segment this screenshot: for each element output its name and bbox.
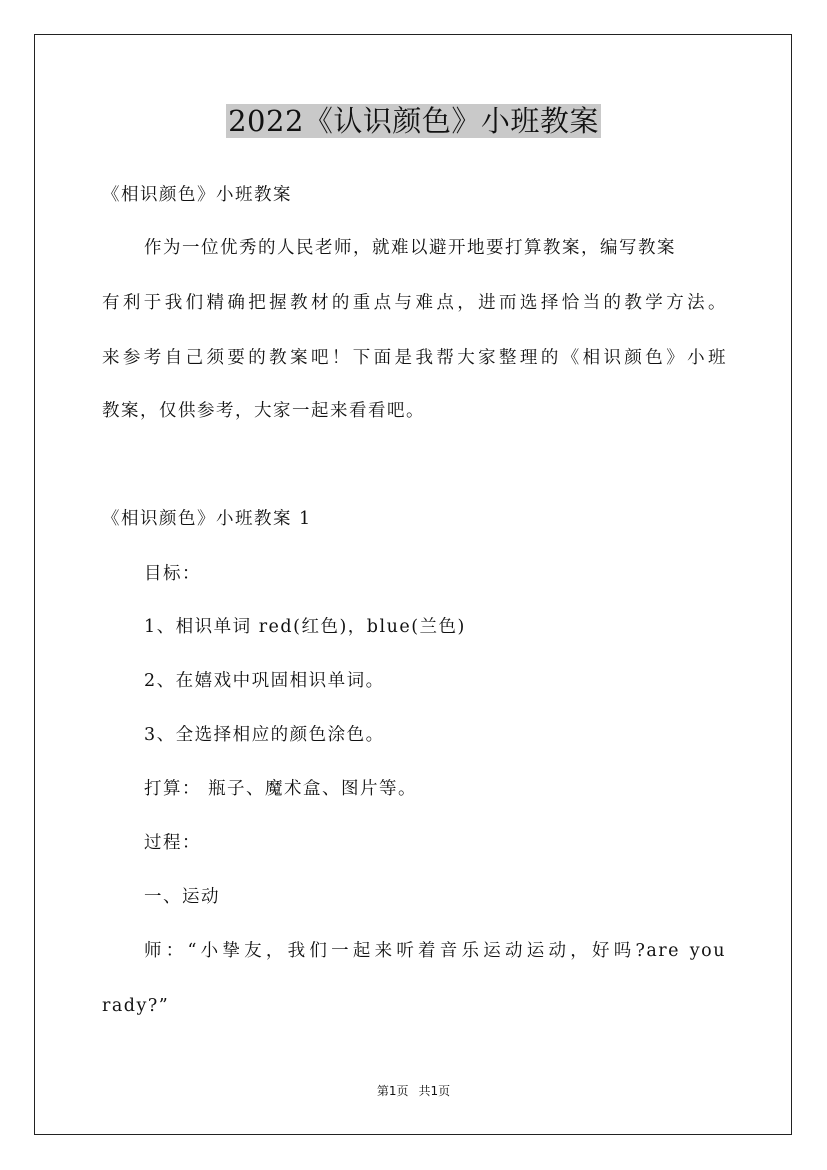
- document-title-text: 2022《认识颜色》小班教案: [228, 104, 599, 138]
- goal-item-2: 2、在嬉戏中巩固相识单词。: [144, 671, 385, 691]
- goal-item-3: 3、全选择相应的颜色涂色。: [144, 725, 385, 745]
- section-heading: 《相识颜色》小班教案 1: [102, 509, 312, 529]
- document-title: [0, 100, 827, 142]
- intro-line-4: 教案，仅供参考，大家一起来看看吧。: [102, 401, 425, 421]
- dialogue-line-2: rady?”: [102, 996, 170, 1016]
- goal-item-1: 1、相识单词 red(红色)，blue(兰色): [144, 617, 466, 637]
- intro-line-3: 来参考自己须要的教案吧！下面是我帮大家整理的《相识颜色》小班: [102, 348, 727, 368]
- goal-label: 目标：: [144, 564, 201, 584]
- process-label: 过程：: [144, 833, 201, 853]
- step-one-heading: 一、运动: [144, 887, 220, 907]
- preparation-line: 打算： 瓶子、魔术盒、图片等。: [144, 779, 418, 799]
- intro-line-2: 有利于我们精确把握教材的重点与难点，进而选择恰当的教学方法。: [102, 293, 727, 313]
- dialogue-line-1: 师：“小挚友，我们一起来听着音乐运动运动，好吗?are you: [144, 941, 726, 961]
- intro-line-1: 作为一位优秀的人民老师，就难以避开地要打算教案，编写教案: [144, 238, 676, 258]
- page-footer: [0, 1083, 827, 1099]
- page-number-current: 第1页: [376, 1084, 409, 1098]
- page-number-total: 共1页: [418, 1084, 451, 1098]
- subtitle: 《相识颜色》小班教案: [102, 185, 292, 205]
